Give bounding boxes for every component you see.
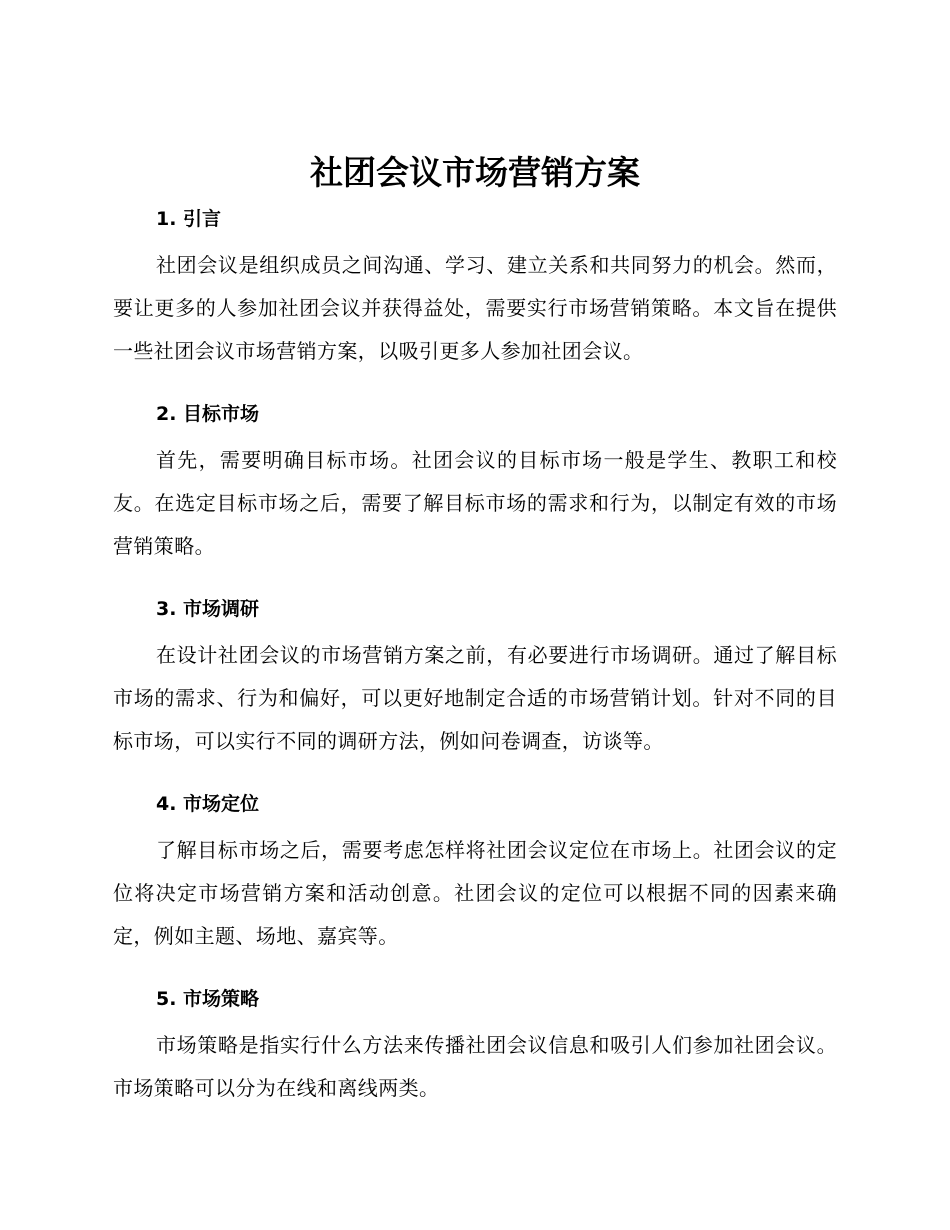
section-paragraph: 在设计社团会议的市场营销方案之前，有必要进行市场调研。通过了解目标市场的需求、行为和偏好，可以更好地制定合适的市场营销计划。针对不同的目标市场，可以实行不同的调研方法，例如问卷调查，访谈等。: [113, 643, 837, 753]
section-target-market: [113, 392, 837, 587]
section-introduction: [113, 197, 837, 392]
section-paragraph: 社团会议是组织成员之间沟通、学习、建立关系和共同努力的机会。然而，要让更多的人参加社团会议并获得益处，需要实行市场营销策略。本文旨在提供一些社团会议市场营销方案，以吸引更多人参加社团会议。: [113, 253, 837, 363]
section-market-strategy: [113, 977, 837, 1129]
section-paragraph: 首先，需要明确目标市场。社团会议的目标市场一般是学生、教职工和校友。在选定目标市场之后，需要了解目标市场的需求和行为，以制定有效的市场营销策略。: [113, 448, 837, 558]
section-paragraph: 市场策略是指实行什么方法来传播社团会议信息和吸引人们参加社团会议。市场策略可以分为在线和离线两类。: [113, 1033, 837, 1100]
section-heading: 5. 市场策略: [156, 988, 260, 1010]
section-heading: 1. 引言: [156, 208, 222, 230]
section-heading: 2. 目标市场: [156, 403, 260, 425]
section-market-positioning: [113, 782, 837, 977]
document-content: [113, 197, 837, 1129]
document-title: 社团会议市场营销方案: [310, 153, 640, 192]
section-heading: 3. 市场调研: [156, 598, 260, 620]
section-paragraph: 了解目标市场之后，需要考虑怎样将社团会议定位在市场上。社团会议的定位将决定市场营销方案和活动创意。社团会议的定位可以根据不同的因素来确定，例如主题、场地、嘉宾等。: [113, 838, 837, 948]
section-market-research: [113, 587, 837, 782]
section-heading: 4. 市场定位: [156, 793, 260, 815]
